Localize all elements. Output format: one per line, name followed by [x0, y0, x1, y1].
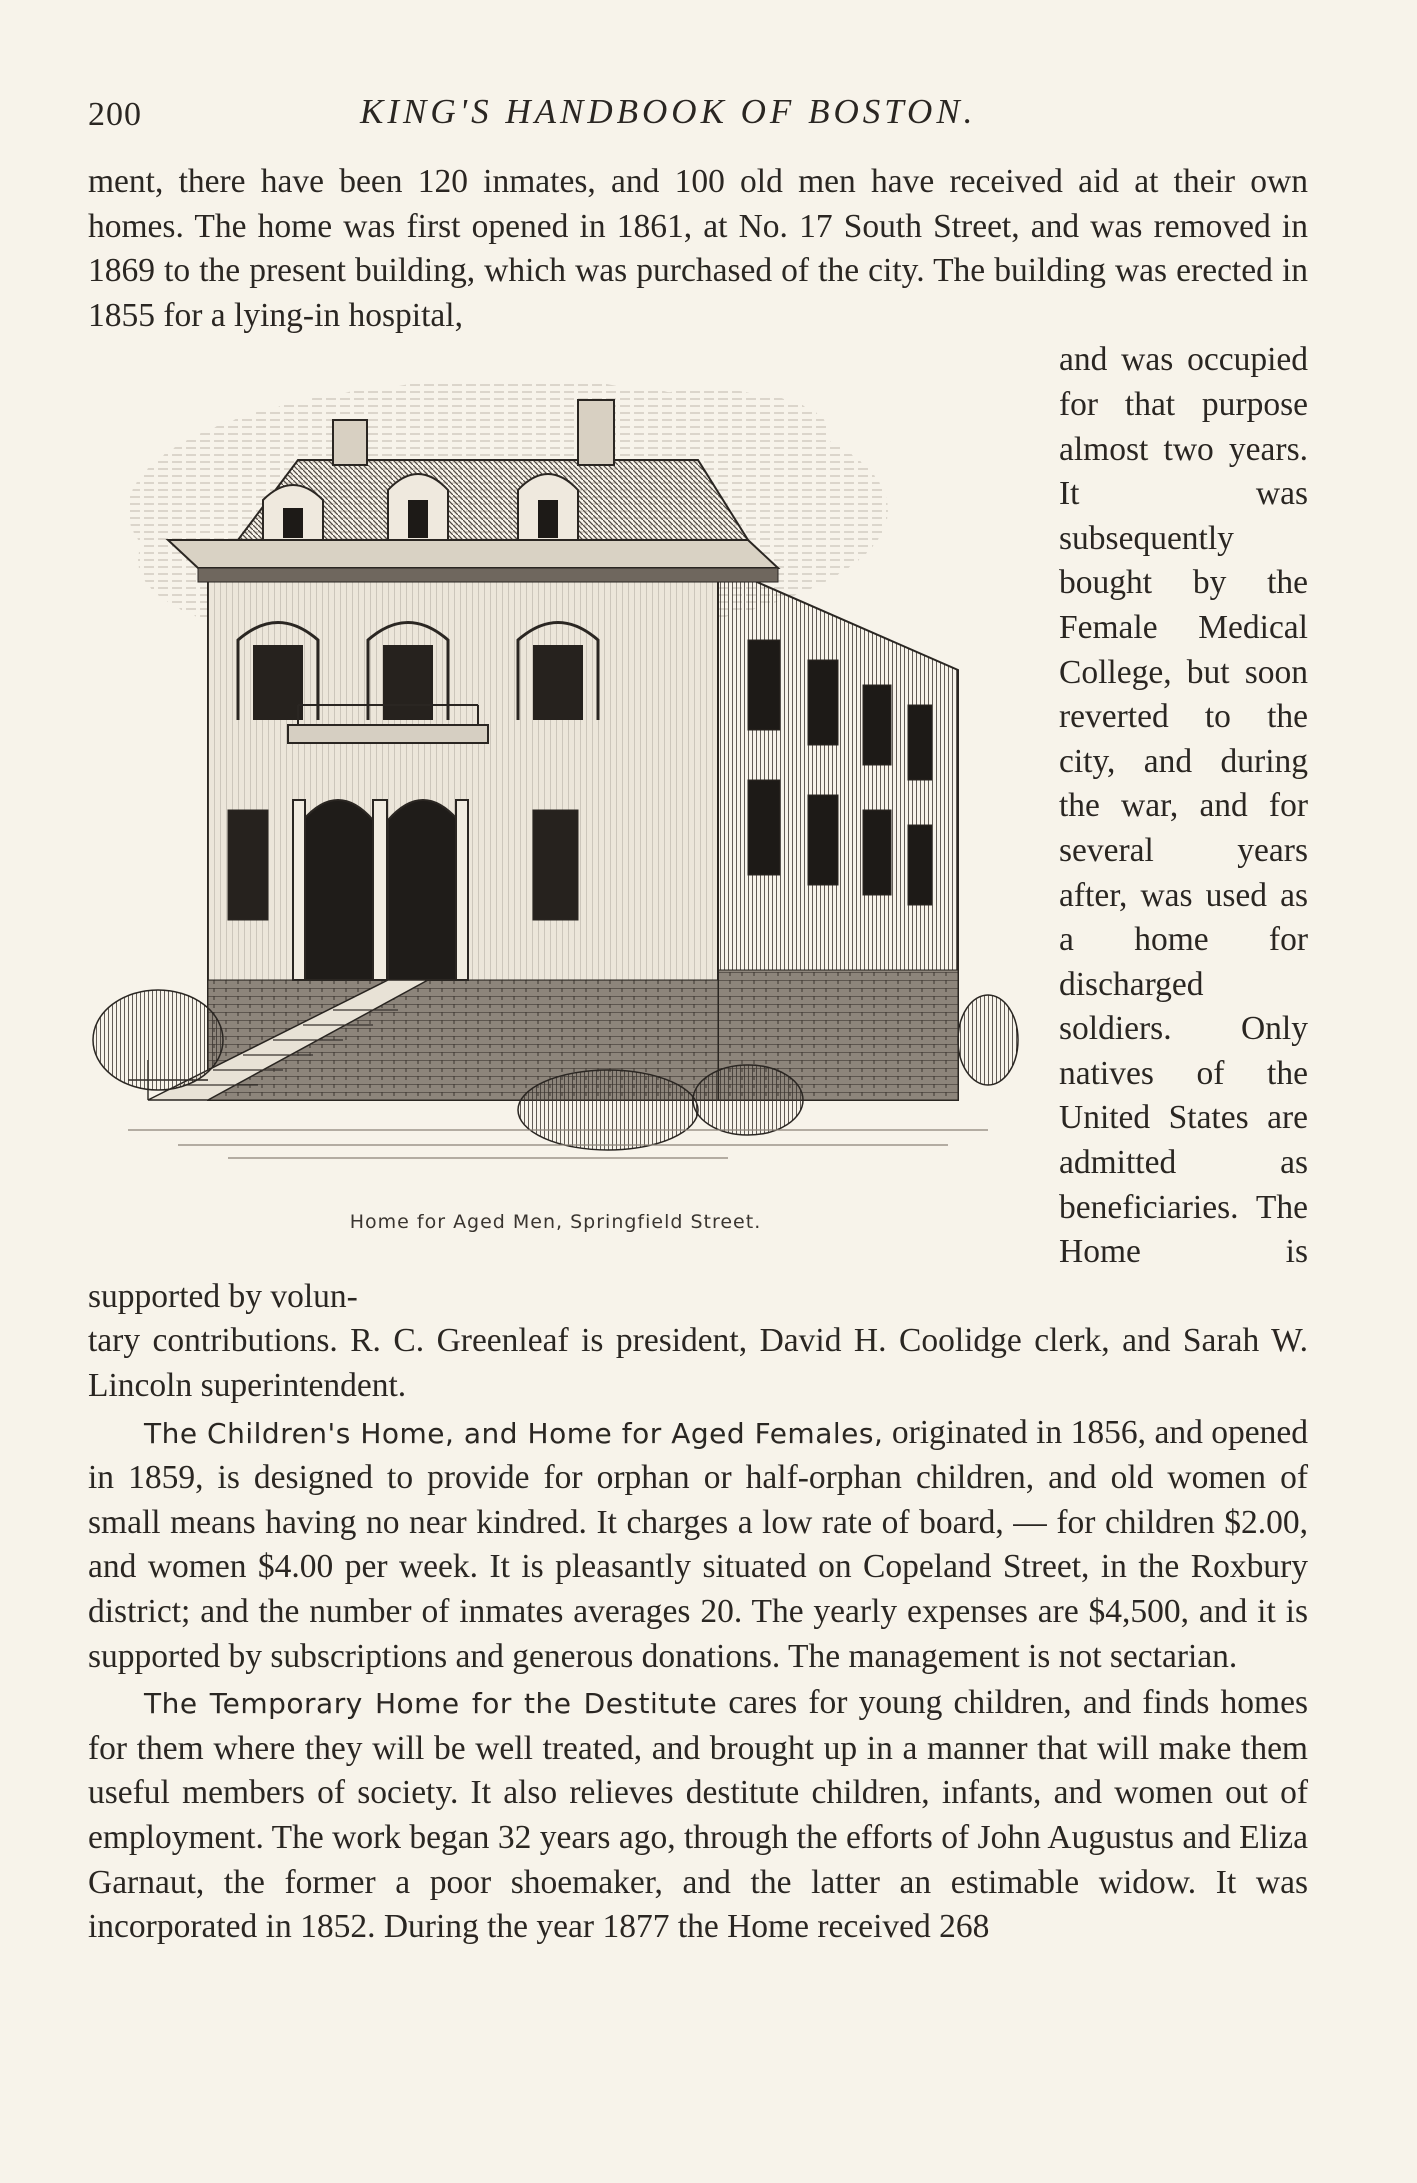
entry-title-temporary-home: The Temporary Home for the Destitute	[144, 1687, 718, 1721]
figure-wrap-block	[88, 338, 1308, 1319]
wrapped-text: and was occupied for that purpose almost two years. It was subsequently bought by the Female Medical College, but soon reverted to the city, and during the war, and for several years after, was used as a home for discharged soldiers. Only natives of the United States are admitted as beneficiaries. The Home is supported by volun-	[88, 341, 1308, 1315]
entry-text-temporary-home: cares for young children, and finds homes for them where they will be well treated, and brought up in a manner that will make them useful members of society. It also relieves destitute children, infants, and women out of employment. The work began 32 years ago, through the efforts of John Augustus and Eliza Garnaut, the former a poor shoemaker, and the latter an estimable widow. It was incorporated in 1852. During the year 1877 the Home received 268	[88, 1684, 1308, 1946]
entry-text-childrens-home: originated in 1856, and opened in 1859, is designed to provide for orphan or half-orphan children, and old women of small means having no near kindred. It charges a low rate of board, — for children $2.00, and women $4.00 per week. It is pleasantly situated on Copeland Street, in the Roxbury district; and the number of inmates averages 20. The yearly expenses are $4,500, and it is supported by subscriptions and generous donations. The management is not sectarian.	[88, 1413, 1309, 1675]
page-number: 200	[88, 96, 142, 133]
body-text	[88, 160, 1308, 1950]
entry-title-childrens-home: The Children's Home, and Home for Aged Females,	[144, 1416, 884, 1450]
figure-home-for-aged-men	[88, 340, 1023, 1265]
running-title: KING'S HANDBOOK OF BOSTON.	[360, 92, 977, 131]
paragraph-intro: ment, there have been 120 inmates, and 100 old men have received aid at their own homes. The home was first opened in 1861, at No. 17 South Street, and was removed in 1869 to the present building, which was purchased of the city. The building was erected in 1855 for a lying-in hospital,	[88, 163, 1308, 334]
paragraph-childrens-home	[88, 1411, 1308, 1680]
building-engraving	[88, 340, 1023, 1190]
paragraph-temporary-home	[88, 1681, 1308, 1950]
page-header	[0, 92, 1417, 146]
paragraph-tail: tary contributions. R. C. Greenleaf is president, David H. Coolidge clerk, and Sarah W. Lincoln superintendent.	[88, 1322, 1308, 1405]
figure-caption: Home for Aged Men, Springfield Street.	[349, 1211, 762, 1234]
